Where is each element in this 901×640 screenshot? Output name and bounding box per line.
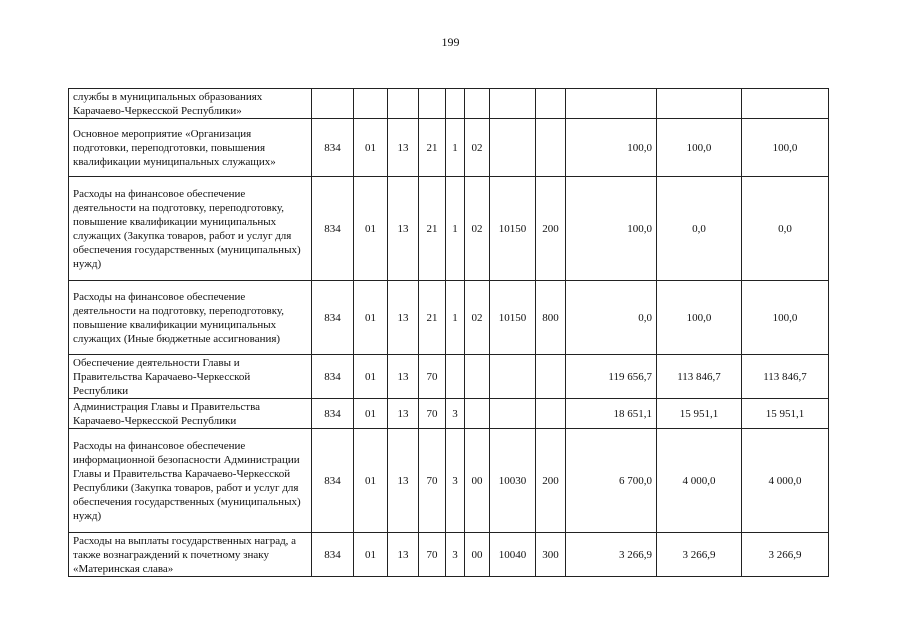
main-event-code: 02 bbox=[465, 281, 490, 355]
amount-year-1: 100,0 bbox=[566, 119, 657, 177]
main-event-code bbox=[465, 89, 490, 119]
subsection-code: 13 bbox=[388, 399, 419, 429]
main-event-code: 02 bbox=[465, 177, 490, 281]
table-row bbox=[69, 355, 829, 399]
section-code: 01 bbox=[354, 177, 388, 281]
program-code: 70 bbox=[419, 429, 446, 533]
subprogram-code bbox=[446, 89, 465, 119]
ministry-code: 834 bbox=[312, 177, 354, 281]
amount-year-2 bbox=[657, 89, 742, 119]
expense-type-code: 300 bbox=[536, 533, 566, 577]
row-name: Администрация Главы и Правительства Карачаево-Черкесской Республики bbox=[69, 399, 312, 429]
main-event-code: 02 bbox=[465, 119, 490, 177]
direction-code bbox=[490, 399, 536, 429]
amount-year-3: 100,0 bbox=[742, 281, 829, 355]
main-event-code bbox=[465, 399, 490, 429]
expense-type-code: 200 bbox=[536, 429, 566, 533]
amount-year-1: 3 266,9 bbox=[566, 533, 657, 577]
subprogram-code: 3 bbox=[446, 533, 465, 577]
amount-year-1: 0,0 bbox=[566, 281, 657, 355]
subsection-code: 13 bbox=[388, 355, 419, 399]
budget-table bbox=[68, 88, 829, 577]
subsection-code bbox=[388, 89, 419, 119]
ministry-code bbox=[312, 89, 354, 119]
amount-year-2: 100,0 bbox=[657, 281, 742, 355]
row-name: Обеспечение деятельности Главы и Правительства Карачаево-Черкесской Республики bbox=[69, 355, 312, 399]
program-code: 70 bbox=[419, 355, 446, 399]
ministry-code: 834 bbox=[312, 533, 354, 577]
section-code: 01 bbox=[354, 429, 388, 533]
table-row bbox=[69, 281, 829, 355]
expense-type-code bbox=[536, 399, 566, 429]
subsection-code: 13 bbox=[388, 281, 419, 355]
subprogram-code: 1 bbox=[446, 119, 465, 177]
subprogram-code: 3 bbox=[446, 429, 465, 533]
subsection-code: 13 bbox=[388, 429, 419, 533]
direction-code: 10150 bbox=[490, 281, 536, 355]
expense-type-code bbox=[536, 89, 566, 119]
direction-code: 10040 bbox=[490, 533, 536, 577]
amount-year-2: 113 846,7 bbox=[657, 355, 742, 399]
subprogram-code: 3 bbox=[446, 399, 465, 429]
table-row bbox=[69, 119, 829, 177]
amount-year-2: 100,0 bbox=[657, 119, 742, 177]
amount-year-3 bbox=[742, 89, 829, 119]
ministry-code: 834 bbox=[312, 119, 354, 177]
row-name: Основное мероприятие «Организация подготовки, переподготовки, повышения квалификации муниципальных служащих» bbox=[69, 119, 312, 177]
program-code: 21 bbox=[419, 119, 446, 177]
program-code: 21 bbox=[419, 177, 446, 281]
subprogram-code bbox=[446, 355, 465, 399]
row-name: Расходы на выплаты государственных наград, а также вознаграждений к почетному знаку «Материнская слава» bbox=[69, 533, 312, 577]
amount-year-1: 100,0 bbox=[566, 177, 657, 281]
table-row bbox=[69, 533, 829, 577]
row-name: Расходы на финансовое обеспечение информационной безопасности Администрации Главы и Правительства Карачаево-Черкесской Республики (Закупка товаров, работ и услуг для обеспечения государственных (муниципальных) нужд) bbox=[69, 429, 312, 533]
direction-code: 10030 bbox=[490, 429, 536, 533]
table-row bbox=[69, 399, 829, 429]
direction-code: 10150 bbox=[490, 177, 536, 281]
program-code: 70 bbox=[419, 533, 446, 577]
amount-year-1: 119 656,7 bbox=[566, 355, 657, 399]
program-code bbox=[419, 89, 446, 119]
ministry-code: 834 bbox=[312, 355, 354, 399]
subprogram-code: 1 bbox=[446, 281, 465, 355]
row-name: службы в муниципальных образованиях Карачаево-Черкесской Республики» bbox=[69, 89, 312, 119]
expense-type-code: 200 bbox=[536, 177, 566, 281]
page-number: 199 bbox=[441, 35, 460, 49]
section-code: 01 bbox=[354, 533, 388, 577]
row-name: Расходы на финансовое обеспечение деятельности на подготовку, переподготовку, повышение квалификации муниципальных служащих (Иные бюджетные ассигнования) bbox=[69, 281, 312, 355]
expense-type-code: 800 bbox=[536, 281, 566, 355]
section-code: 01 bbox=[354, 281, 388, 355]
amount-year-3: 3 266,9 bbox=[742, 533, 829, 577]
subsection-code: 13 bbox=[388, 119, 419, 177]
direction-code bbox=[490, 89, 536, 119]
section-code: 01 bbox=[354, 355, 388, 399]
amount-year-2: 4 000,0 bbox=[657, 429, 742, 533]
amount-year-2: 3 266,9 bbox=[657, 533, 742, 577]
direction-code bbox=[490, 119, 536, 177]
section-code: 01 bbox=[354, 399, 388, 429]
amount-year-2: 15 951,1 bbox=[657, 399, 742, 429]
expense-type-code bbox=[536, 355, 566, 399]
amount-year-2: 0,0 bbox=[657, 177, 742, 281]
amount-year-1: 6 700,0 bbox=[566, 429, 657, 533]
ministry-code: 834 bbox=[312, 429, 354, 533]
subprogram-code: 1 bbox=[446, 177, 465, 281]
amount-year-3: 15 951,1 bbox=[742, 399, 829, 429]
amount-year-3: 0,0 bbox=[742, 177, 829, 281]
table-row bbox=[69, 177, 829, 281]
table-row bbox=[69, 89, 829, 119]
amount-year-3: 4 000,0 bbox=[742, 429, 829, 533]
main-event-code bbox=[465, 355, 490, 399]
amount-year-3: 100,0 bbox=[742, 119, 829, 177]
subsection-code: 13 bbox=[388, 177, 419, 281]
amount-year-1 bbox=[566, 89, 657, 119]
table-row bbox=[69, 429, 829, 533]
row-name: Расходы на финансовое обеспечение деятельности на подготовку, переподготовку, повышение квалификации муниципальных служащих (Закупка товаров, работ и услуг для обеспечения государственных (муниципальных) нужд) bbox=[69, 177, 312, 281]
expense-type-code bbox=[536, 119, 566, 177]
amount-year-1: 18 651,1 bbox=[566, 399, 657, 429]
direction-code bbox=[490, 355, 536, 399]
program-code: 70 bbox=[419, 399, 446, 429]
ministry-code: 834 bbox=[312, 281, 354, 355]
section-code: 01 bbox=[354, 119, 388, 177]
table-body bbox=[69, 89, 829, 577]
section-code bbox=[354, 89, 388, 119]
main-event-code: 00 bbox=[465, 429, 490, 533]
amount-year-3: 113 846,7 bbox=[742, 355, 829, 399]
ministry-code: 834 bbox=[312, 399, 354, 429]
program-code: 21 bbox=[419, 281, 446, 355]
main-event-code: 00 bbox=[465, 533, 490, 577]
subsection-code: 13 bbox=[388, 533, 419, 577]
